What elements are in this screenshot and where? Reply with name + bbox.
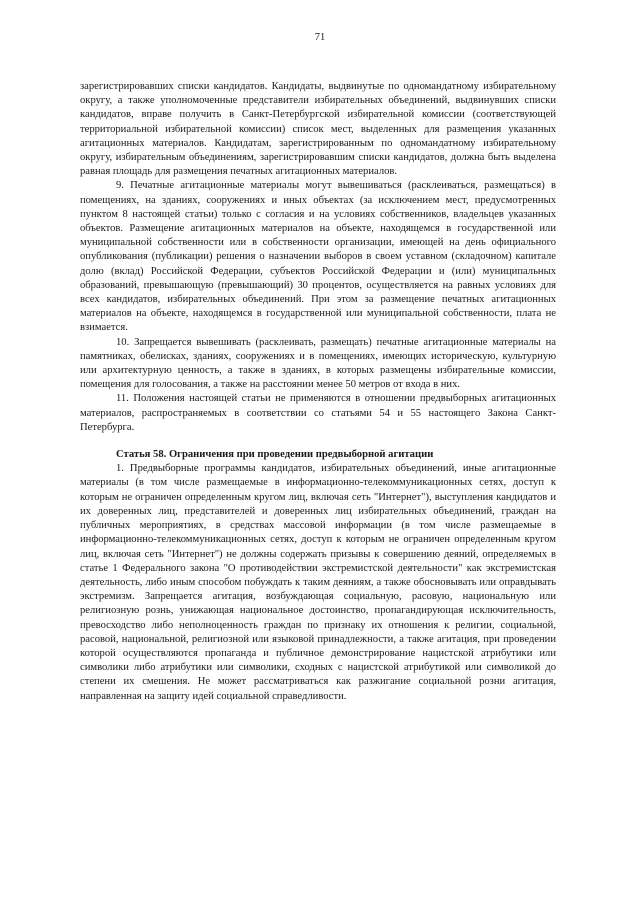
article-paragraph-1: 1. Предвыборные программы кандидатов, избирательных объединений, иные агитационные материалы (в том числе размещаемые в информационно-телекоммуникационных сетях, доступ к которым не ограничен определенным кругом лиц, включая сеть "Интернет"), выступления кандидатов и их доверенных лиц, представителей и доверенных лиц избирательных объединений, граждан на публичных мероприятиях, в средствах массовой информации (в том числе размещаемые в информационно-телекоммуникационных сетях, доступ к которым не ограничен определенным кругом лиц, включая сеть "Интернет") не должны содержать призывы к совершению деяний, определяемых в статье 1 Федерального закона "О противодействии экстремистской деятельности" как экстремистская деятельность, либо иным способом побуждать к таким деяниям, а также обосновывать или оправдывать экстремизм. Запрещается агитация, возбуждающая социальную, расовую, национальную или религиозную рознь, унижающая национальное достоинство, пропагандирующая исключительность, превосходство либо неполноценность граждан по признаку их отношения к религии, социальной, расовой, национальной, религиозной или языковой принадлежности, а также агитация, при проведении которой осуществляются пропаганда и публичное демонстрирование нацистской атрибутики или символики либо атрибутики или символики, сходных с нацистской атрибутикой или символикой до степени их смешения. Не может рассматриваться как разжигание социальной розни агитация, направленная на защиту идей социальной справедливости. <box>80 463 556 702</box>
article-heading: Статья 58. Ограничения при проведении предвыборной агитации <box>116 449 434 461</box>
page-number: 71 <box>314 32 326 43</box>
paragraph-continuation: зарегистрировавших списки кандидатов. Кандидаты, выдвинутые по одномандатному избирательному округу, а также уполномоченные представители избирательных объединений, выдвинувших списки кандидатов, вправе получить в Санкт-Петербургской избирательной комиссии (соответствующей территориальной избирательной комиссии) список мест, выделенных для размещения указанных агитационных материалов. Кандидатам, зарегистрированным по одномандатному избирательному округу, избирательным объединениям, зарегистрировавшим списки кандидатов, должна быть выделена равная площадь для размещения печатных агитационных материалов. <box>80 81 556 178</box>
document-body <box>80 80 556 704</box>
paragraph-item-10: 10. Запрещается вывешивать (расклеивать, размещать) печатные агитационные материалы на памятниках, обелисках, зданиях, сооружениях и в помещениях, имеющих историческую, культурную или архитектурную ценность, а также в зданиях, в которых размещены избирательные комиссии, помещения для голосования, а также на расстоянии менее 50 метров от входа в них. <box>80 336 556 391</box>
paragraph-item-11: 11. Положения настоящей статьи не применяются в отношении предвыборных агитационных материалов, распространяемых в соответствии со статьями 54 и 55 настоящего Закона Санкт-Петербурга. <box>80 393 556 433</box>
paragraph-item-9: 9. Печатные агитационные материалы могут вывешиваться (расклеиваться, размещаться) в помещениях, на зданиях, сооружениях и иных объектах (за исключением мест, предусмотренных пунктом 8 настоящей статьи) только с согласия и на условиях собственников, владельцев указанных объектов. Размещение агитационных материалов на объекте, находящемся в государственной или муниципальной собственности или в собственности организации, имеющей на день официального опубликования (публикации) решения о назначении выборов в своем уставном (складочном) капитале долю (вклад) Российской Федерации, субъектов Российской Федерации и (или) муниципальных образований, превышающую (превышающий) 30 процентов, осуществляется на равных условиях для всех кандидатов, избирательных объединений. При этом за размещение печатных агитационных материалов на объекте, находящемся в государственной или муниципальной собственности, плата не взимается. <box>80 180 556 334</box>
